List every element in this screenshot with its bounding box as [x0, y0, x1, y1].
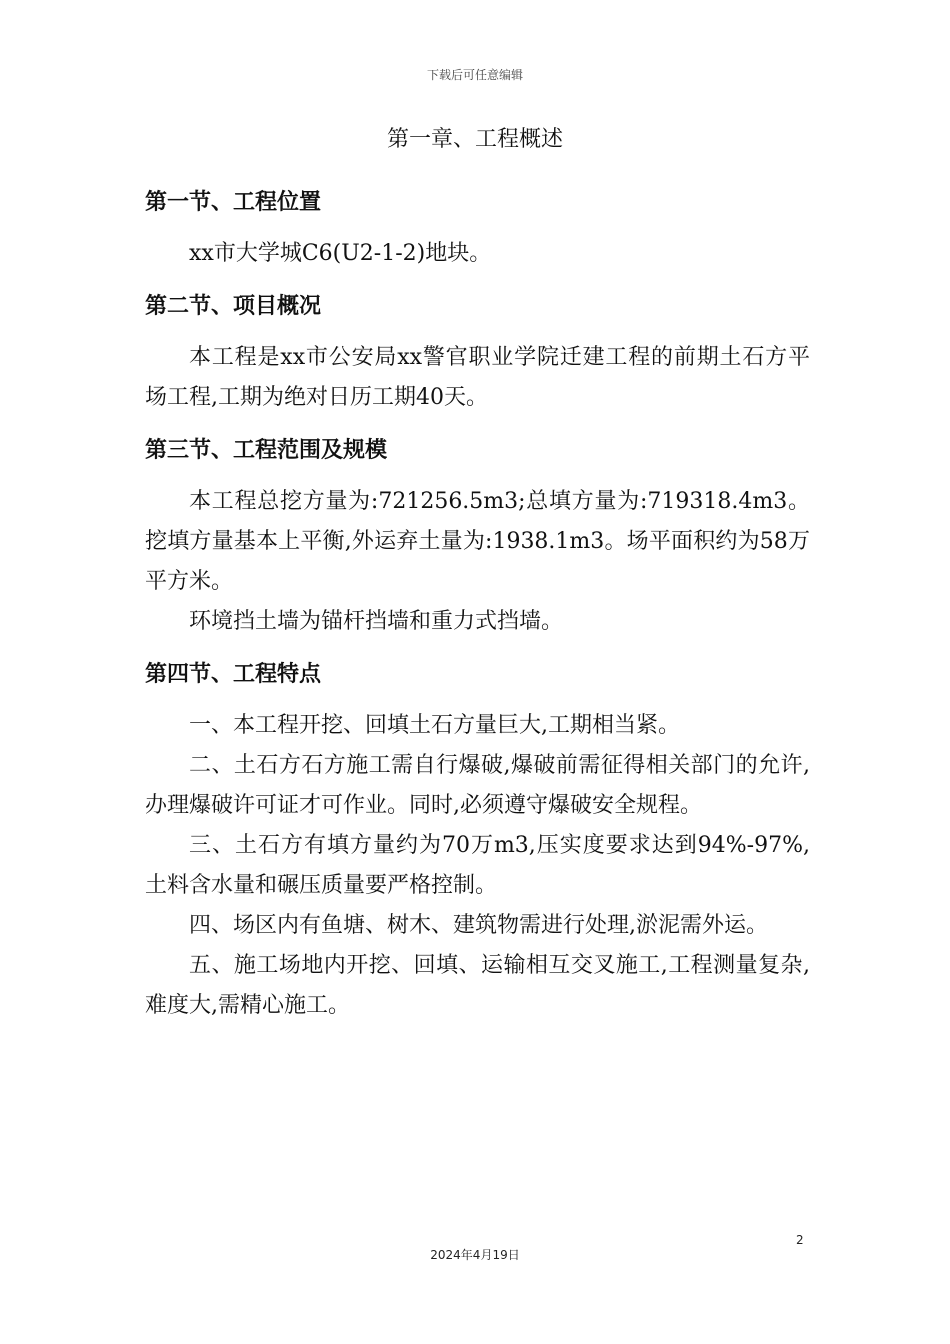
paragraph-feature-1: 一、本工程开挖、回填土石方量巨大,工期相当紧。 [189, 713, 680, 738]
chapter-title: 第一章、工程概述 [386, 127, 563, 152]
paragraph-scope-volume: 本工程总挖方量为:721256.5m3;总填方量为:719318.4m3。挖填方量基本上平衡,外运弃土量为:1938.1m3。场平面积约为58万平方米。 [145, 489, 810, 594]
section-heading-overview: 第二节、项目概况 [145, 293, 322, 319]
paragraph-feature-2: 二、土石方石方施工需自行爆破,爆破前需征得相关部门的允许,办理爆破许可证才可作业。同时,必须遵守爆破安全规程。 [145, 753, 810, 818]
page-number: 2 [796, 1233, 804, 1247]
paragraph-feature-4: 四、场区内有鱼塘、树木、建筑物需进行处理,淤泥需外运。 [189, 913, 768, 938]
section-heading-features: 第四节、工程特点 [145, 661, 322, 687]
section-heading-scope: 第三节、工程范围及规模 [145, 437, 388, 463]
header-note: 下载后可任意编辑 [426, 68, 523, 82]
paragraph-overview: 本工程是xx市公安局xx警官职业学院迁建工程的前期土石方平场工程,工期为绝对日历工期40天。 [145, 345, 810, 410]
document-body [145, 182, 810, 1026]
paragraph-location: xx市大学城C6(U2-1-2)地块。 [189, 241, 492, 266]
section-heading-location: 第一节、工程位置 [145, 189, 322, 215]
paragraph-scope-retaining-wall: 环境挡土墙为锚杆挡墙和重力式挡墙。 [189, 609, 564, 634]
footer-date: 2024年4月19日 [430, 1248, 520, 1262]
paragraph-feature-3: 三、土石方有填方量约为70万m3,压实度要求达到94%-97%,土料含水量和碾压质量要严格控制。 [145, 833, 810, 898]
paragraph-feature-5: 五、施工场地内开挖、回填、运输相互交叉施工,工程测量复杂,难度大,需精心施工。 [145, 953, 810, 1018]
